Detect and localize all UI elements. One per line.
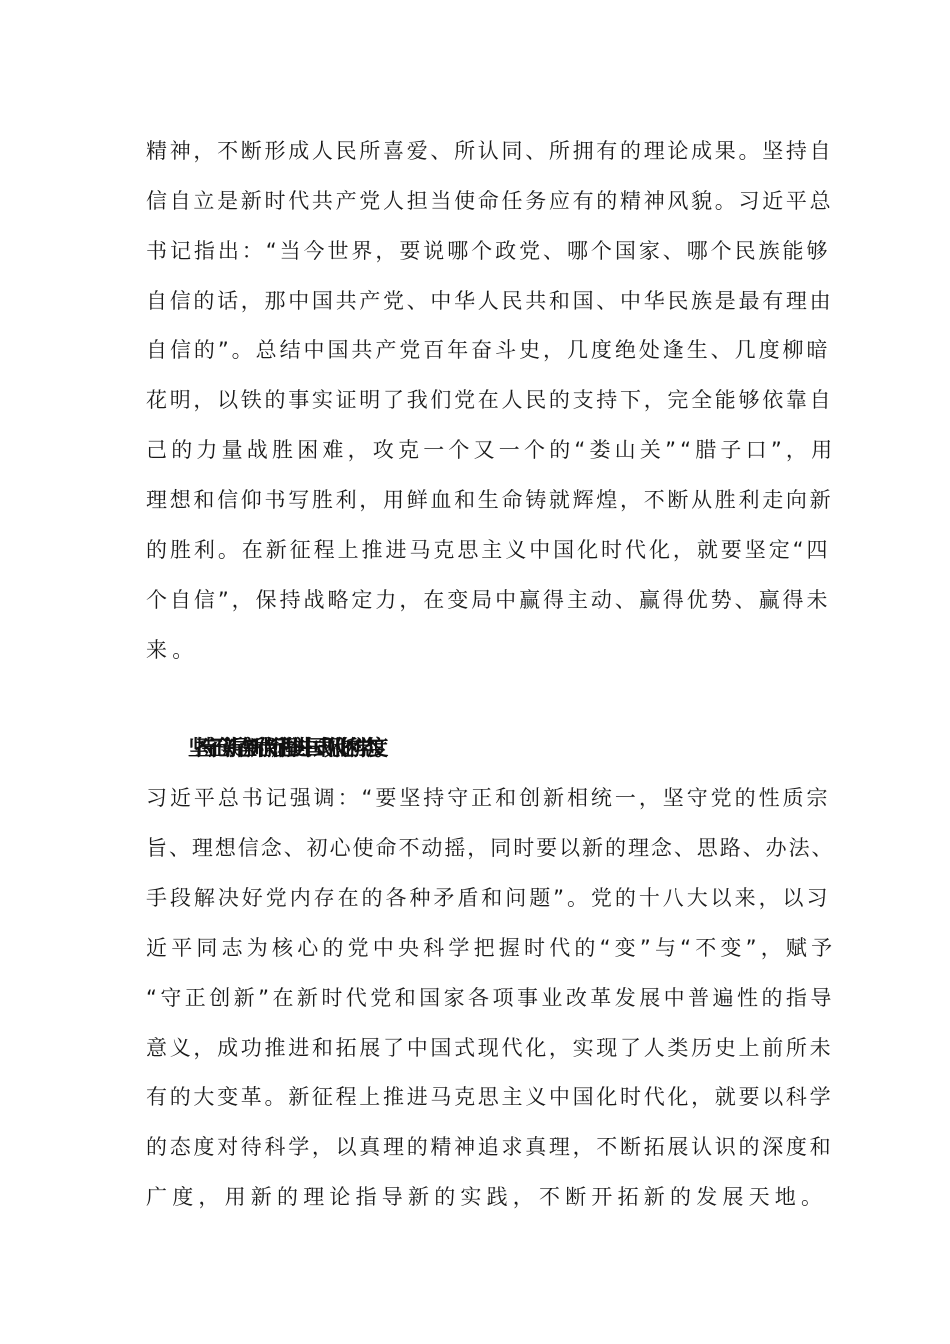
text-line: 精神，不断形成人民所喜爱、所认同、所拥有的理论成果。坚持自 — [146, 139, 834, 163]
text-line: 有的大变革。新征程上推进马克思主义中国化时代化，就要以科学 — [146, 1085, 834, 1109]
text-line: 理想和信仰书写胜利，用鲜血和生命铸就辉煌，不断从胜利走向新 — [146, 488, 834, 512]
text-line: 近平同志为核心的党中央科学把握时代的“变”与“不变”，赋予 — [146, 936, 837, 960]
text-line: 信自立是新时代共产党人担当使命任务应有的精神风貌。习近平总 — [146, 189, 834, 213]
paragraph-heading: 坚持守正创新是在新时代新征程推进中国式现代化的科学态度。 — [188, 736, 382, 760]
text-line: 书记指出：“当今世界，要说哪个政党、哪个国家、哪个民族能够 — [146, 239, 831, 263]
text-line: 个自信”，保持战略定力，在变局中赢得主动、赢得优势、赢得未 — [146, 588, 831, 612]
text-line: 己的力量战胜困难，攻克一个又一个的“娄山关”“腊子口”，用 — [146, 438, 837, 462]
text-line: 旨、理想信念、初心使命不动摇，同时要以新的理念、思路、办法、 — [146, 836, 835, 860]
text-line: 自信的”。总结中国共产党百年奋斗史，几度绝处逢生、几度柳暗 — [146, 338, 831, 362]
text-line: 来。 — [146, 638, 199, 662]
text-line: 自信的话，那中国共产党、中华人民共和国、中华民族是最有理由 — [146, 289, 834, 313]
text-line: “守正创新”在新时代党和国家各项事业改革发展中普遍性的指导 — [146, 986, 835, 1010]
text-line: 手段解决好党内存在的各种矛盾和问题”。党的十八大以来，以习 — [146, 886, 831, 910]
text-line: 广度，用新的理论指导新的实践，不断开拓新的发展天地。 — [146, 1185, 828, 1209]
text-line: 花明，以铁的事实证明了我们党在人民的支持下，完全能够依靠自 — [146, 388, 834, 412]
text-line: 意义，成功推进和拓展了中国式现代化，实现了人类历史上前所未 — [146, 1036, 834, 1060]
text-line: 的态度对待科学，以真理的精神追求真理，不断拓展认识的深度和 — [146, 1135, 834, 1159]
text-line: 习近平总书记强调：“要坚持守正和创新相统一，坚守党的性质宗 — [146, 786, 831, 810]
text-line: 的胜利。在新征程上推进马克思主义中国化时代化，就要坚定“四 — [146, 538, 831, 562]
